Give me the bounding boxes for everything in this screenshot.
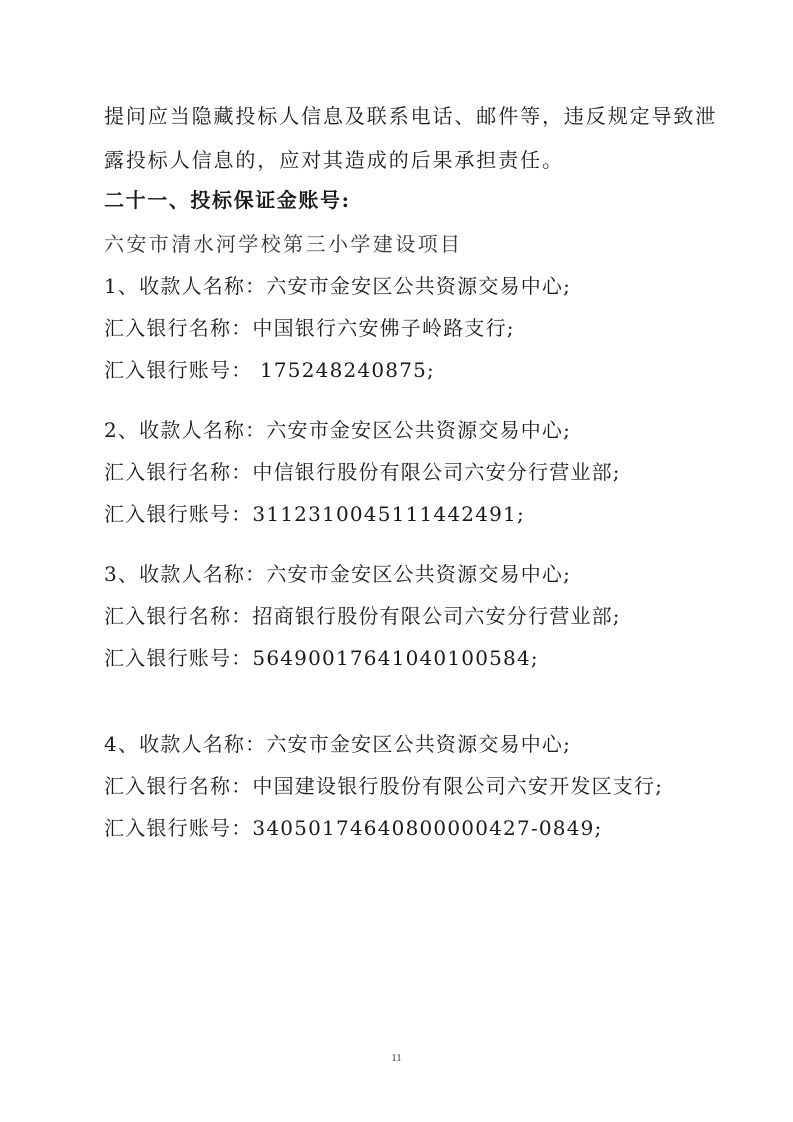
account-1-number: 汇入银行账号： 175248240875;	[104, 358, 435, 382]
account-4-bank: 汇入银行名称：中国建设银行股份有限公司六安开发区支行;	[104, 774, 664, 798]
section-heading: 二十一、投标保证金账号:	[104, 188, 351, 212]
project-name: 六安市清水河学校第三小学建设项目	[104, 232, 463, 256]
account-1-payee: 1、收款人名称：六安市金安区公共资源交易中心;	[104, 274, 572, 298]
account-3-bank: 汇入银行名称：招商银行股份有限公司六安分行营业部;	[104, 604, 621, 628]
account-1-bank: 汇入银行名称：中国银行六安佛子岭路支行;	[104, 316, 515, 340]
page-number: 11	[391, 1052, 402, 1064]
account-4-payee: 4、收款人名称：六安市金安区公共资源交易中心;	[104, 732, 572, 756]
account-2-payee: 2、收款人名称：六安市金安区公共资源交易中心;	[104, 418, 572, 442]
account-4-number: 汇入银行账号：34050174640800000427-0849;	[104, 816, 603, 840]
account-3-number: 汇入银行账号：564900176410401005​84;	[104, 646, 539, 670]
account-2-number: 汇入银行账号：3112310045111442491;	[104, 502, 525, 526]
paragraph-line-2: 露投标人信息的，应对其造成的后果承担责任。	[104, 148, 564, 172]
account-2-bank: 汇入银行名称：中信银行股份有限公司六安分行营业部;	[104, 460, 621, 484]
paragraph-line-1: 提问应当隐藏投标人信息及联系电话、邮件等，违反规定导致泄	[104, 104, 718, 128]
account-3-payee: 3、收款人名称：六安市金安区公共资源交易中心;	[104, 562, 572, 586]
